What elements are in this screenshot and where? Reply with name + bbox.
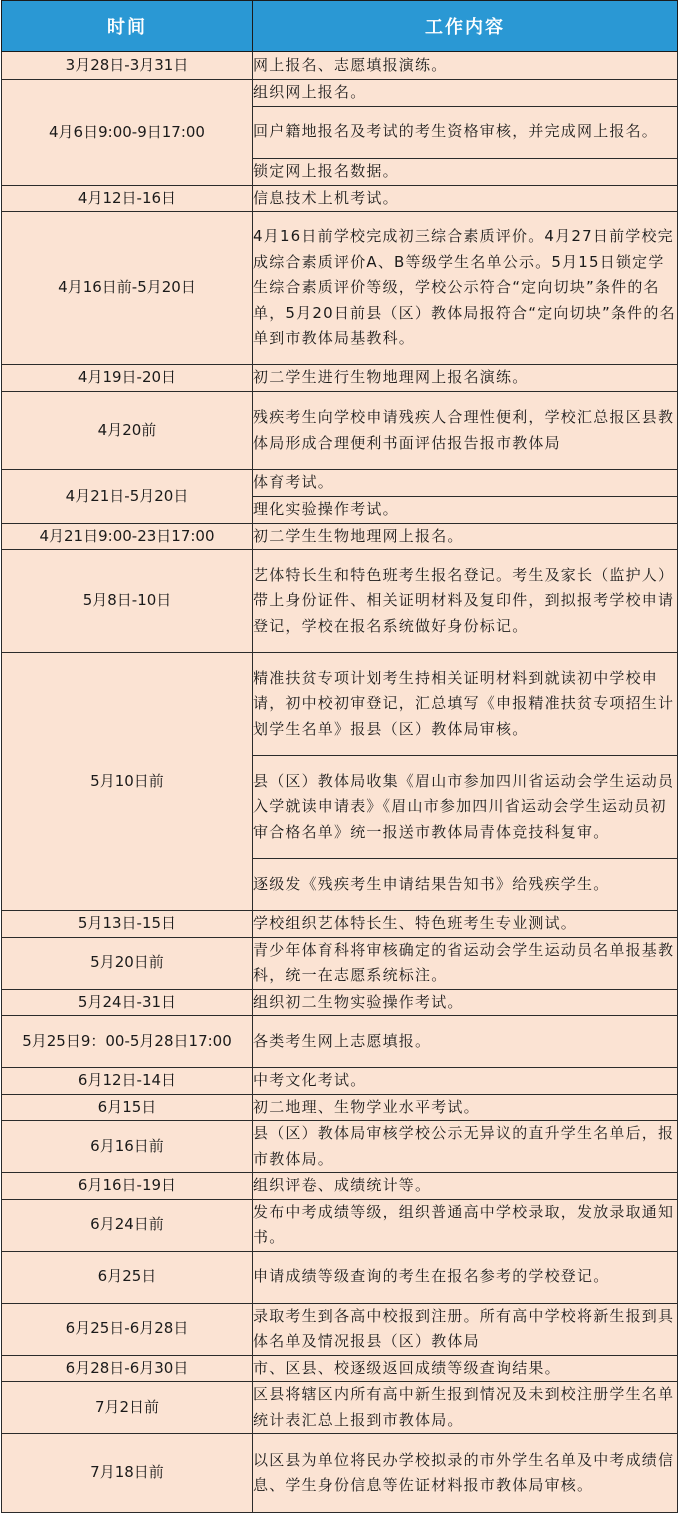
content-cell: 初二地理、生物学业水平考试。 xyxy=(253,1094,678,1121)
time-cell: 5月20日前 xyxy=(2,937,253,989)
content-cell: 锁定网上报名数据。 xyxy=(253,158,678,185)
content-cell: 以区县为单位将民办学校拟录的市外学生名单及中考成绩信息、学生身份信息等佐证材料报市教体局审核。 xyxy=(253,1434,678,1513)
table-row xyxy=(2,1094,678,1121)
table-row xyxy=(2,989,678,1016)
time-cell: 6月16日-19日 xyxy=(2,1173,253,1200)
table-row xyxy=(2,1382,678,1434)
time-cell: 5月10日前 xyxy=(2,653,253,911)
content-cell: 组织网上报名。 xyxy=(253,80,678,107)
schedule-table xyxy=(1,0,678,1513)
time-cell: 4月20前 xyxy=(2,392,253,470)
content-cell: 组织评卷、成绩统计等。 xyxy=(253,1173,678,1200)
time-cell: 7月2日前 xyxy=(2,1382,253,1434)
time-cell: 4月6日9:00-9日17:00 xyxy=(2,80,253,186)
time-cell: 4月21日-5月20日 xyxy=(2,470,253,524)
content-cell: 县（区）教体局审核学校公示无异议的直升学生名单后，报市教体局。 xyxy=(253,1121,678,1173)
content-cell: 青少年体育科将审核确定的省运动会学生运动员名单报基教科，统一在志愿系统标注。 xyxy=(253,937,678,989)
table-row xyxy=(2,1251,678,1303)
time-cell: 5月13日-15日 xyxy=(2,911,253,938)
table-row xyxy=(2,1303,678,1355)
table-row xyxy=(2,392,678,470)
time-cell: 6月24日前 xyxy=(2,1199,253,1251)
table-row xyxy=(2,365,678,392)
header-content: 工作内容 xyxy=(253,1,678,52)
table-row xyxy=(2,1355,678,1382)
content-cell: 理化实验操作考试。 xyxy=(253,497,678,524)
table-row xyxy=(2,550,678,653)
table-row xyxy=(2,1121,678,1173)
header-row xyxy=(2,1,678,52)
time-cell: 5月24日-31日 xyxy=(2,989,253,1016)
content-cell: 艺体特长生和特色班考生报名登记。考生及家长（监护人）带上身份证件、相关证明材料及复印件，到拟报考学校申请登记，学校在报名系统做好身份标记。 xyxy=(253,550,678,653)
time-cell: 4月12日-16日 xyxy=(2,185,253,212)
time-cell: 6月25日-6月28日 xyxy=(2,1303,253,1355)
table-row xyxy=(2,212,678,365)
content-cell: 4月16日前学校完成初三综合素质评价。4月27日前学校完成综合素质评价A、B等级学生名单公示。5月15日锁定学生综合素质评价等级，学校公示符合“定向切块”条件的名单，5月20日前县（区）教体局报符合“定向切块”条件的名单到市教体局基教科。 xyxy=(253,212,678,365)
content-cell: 信息技术上机考试。 xyxy=(253,185,678,212)
content-cell: 区县将辖区内所有高中新生报到情况及未到校注册学生名单统计表汇总上报到市教体局。 xyxy=(253,1382,678,1434)
time-cell: 6月15日 xyxy=(2,1094,253,1121)
table-row xyxy=(2,1068,678,1095)
time-cell: 4月16日前-5月20日 xyxy=(2,212,253,365)
content-cell: 组织初二生物实验操作考试。 xyxy=(253,989,678,1016)
content-cell: 县（区）教体局收集《眉山市参加四川省运动会学生运动员入学就读申请表》《眉山市参加四川省运动会学生运动员初审合格名单》统一报送市教体局青体竞技科复审。 xyxy=(253,756,678,859)
table-row xyxy=(2,80,678,107)
content-cell: 精准扶贫专项计划考生持相关证明材料到就读初中学校申请，初中校初审登记，汇总填写《申报精准扶贫专项招生计划学生名单》报县（区）教体局审核。 xyxy=(253,653,678,756)
time-cell: 3月28日-3月31日 xyxy=(2,52,253,80)
table-row xyxy=(2,1173,678,1200)
table-row xyxy=(2,653,678,756)
time-cell: 6月16日前 xyxy=(2,1121,253,1173)
content-cell: 申请成绩等级查询的考生在报名参考的学校登记。 xyxy=(253,1251,678,1303)
content-cell: 回户籍地报名及考试的考生资格审核，并完成网上报名。 xyxy=(253,106,678,158)
content-cell: 体育考试。 xyxy=(253,470,678,497)
table-row xyxy=(2,937,678,989)
table-row xyxy=(2,470,678,497)
time-cell: 6月12日-14日 xyxy=(2,1068,253,1095)
time-cell: 4月19日-20日 xyxy=(2,365,253,392)
time-cell: 6月28日-6月30日 xyxy=(2,1355,253,1382)
content-cell: 录取考生到各高中校报到注册。所有高中学校将新生报到具体名单及情况报县（区）教体局 xyxy=(253,1303,678,1355)
content-cell: 网上报名、志愿填报演练。 xyxy=(253,52,678,80)
table-row xyxy=(2,1434,678,1513)
time-cell: 4月21日9:00-23日17:00 xyxy=(2,523,253,550)
content-cell: 逐级发《残疾考生申请结果告知书》给残疾学生。 xyxy=(253,859,678,911)
content-cell: 初二学生进行生物地理网上报名演练。 xyxy=(253,365,678,392)
table-row xyxy=(2,52,678,80)
content-cell: 发布中考成绩等级，组织普通高中学校录取，发放录取通知书。 xyxy=(253,1199,678,1251)
content-cell: 中考文化考试。 xyxy=(253,1068,678,1095)
table-row xyxy=(2,185,678,212)
table-row xyxy=(2,911,678,938)
time-cell: 7月18日前 xyxy=(2,1434,253,1513)
content-cell: 初二学生生物地理网上报名。 xyxy=(253,523,678,550)
table-row xyxy=(2,1016,678,1068)
time-cell: 5月8日-10日 xyxy=(2,550,253,653)
table-row xyxy=(2,523,678,550)
content-cell: 残疾考生向学校申请残疾人合理性便利，学校汇总报区县教体局形成合理便利书面评估报告报市教体局 xyxy=(253,392,678,470)
header-time: 时间 xyxy=(2,1,253,52)
table-row xyxy=(2,1199,678,1251)
content-cell: 各类考生网上志愿填报。 xyxy=(253,1016,678,1068)
time-cell: 6月25日 xyxy=(2,1251,253,1303)
time-cell: 5月25日9：00-5月28日17:00 xyxy=(2,1016,253,1068)
content-cell: 市、区县、校逐级返回成绩等级查询结果。 xyxy=(253,1355,678,1382)
content-cell: 学校组织艺体特长生、特色班考生专业测试。 xyxy=(253,911,678,938)
